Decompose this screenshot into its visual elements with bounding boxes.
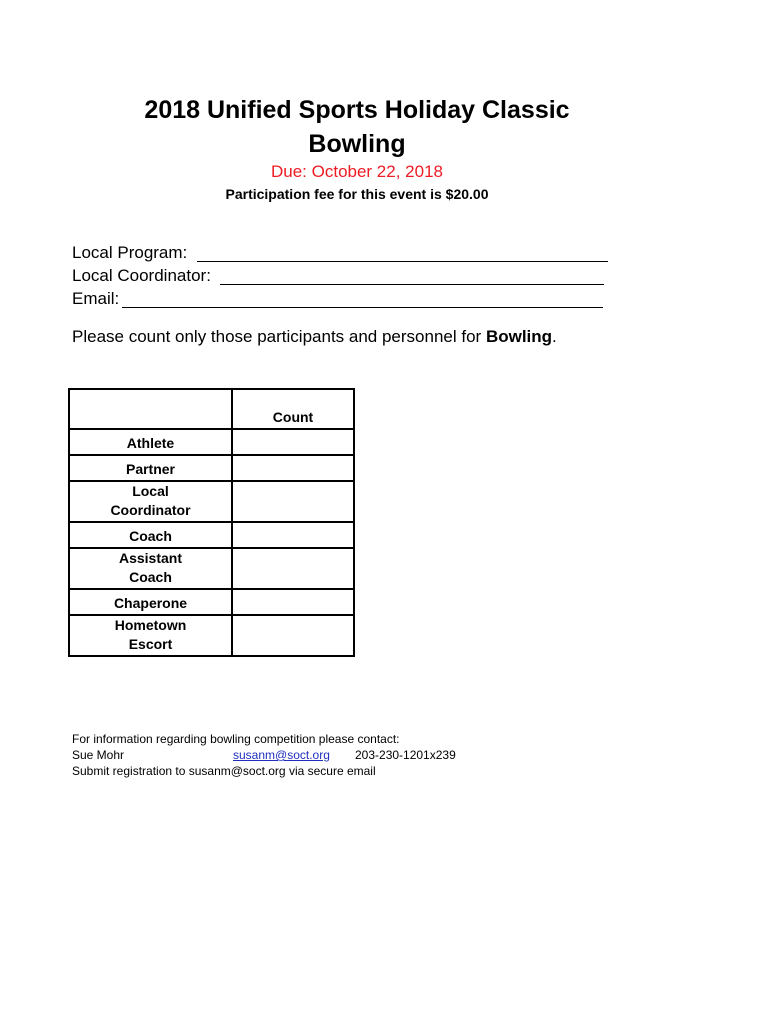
row-label-line: Chaperone	[113, 595, 188, 611]
row-count-cell[interactable]	[232, 615, 354, 656]
table-row	[69, 548, 354, 589]
row-count-cell[interactable]	[232, 481, 354, 522]
row-label-cell	[69, 548, 232, 589]
row-label-line: Local	[132, 483, 169, 499]
table-row	[69, 589, 354, 615]
row-label-line: Escort	[128, 636, 173, 652]
row-label-cell	[69, 615, 232, 656]
email-field[interactable]	[72, 288, 119, 310]
row-count-cell[interactable]	[232, 429, 354, 455]
participant-count-table	[68, 388, 355, 657]
contact-phone: 203-230-1201x239	[355, 748, 456, 762]
header-count-cell: Count	[232, 389, 354, 429]
table-row	[69, 481, 354, 522]
row-label-line: Assistant	[118, 550, 183, 566]
table-row	[69, 615, 354, 656]
local-program-label: Local Program:	[72, 243, 188, 262]
table-row	[69, 455, 354, 481]
instruction-text: Please count only those participants and personnel for Bowling.	[72, 327, 557, 346]
row-label-line: Coach	[129, 528, 172, 544]
row-label-line: Partner	[125, 461, 176, 477]
contact-name: Sue Mohr	[72, 748, 125, 762]
participation-fee: Participation fee for this event is $20.00	[225, 186, 489, 202]
due-date: Due: October 22, 2018	[270, 162, 443, 181]
row-label-line: Coach	[129, 569, 172, 585]
row-label-line: Hometown	[114, 617, 187, 633]
header-label-cell	[69, 389, 232, 429]
contact-email-link[interactable]: susanm@soct.org	[233, 748, 330, 762]
page-subtitle: Bowling	[308, 130, 406, 158]
row-label-line: Coordinator	[110, 502, 191, 518]
contact-heading: For information regarding bowling competition please contact:	[72, 732, 400, 746]
row-label-cell	[69, 455, 232, 481]
local-program-input-line[interactable]	[197, 261, 608, 262]
row-label-line: Athlete	[126, 435, 175, 451]
table-row	[69, 429, 354, 455]
page-title: 2018 Unified Sports Holiday Classic	[144, 96, 570, 124]
local-coordinator-input-line[interactable]	[220, 284, 604, 285]
row-count-cell[interactable]	[232, 522, 354, 548]
row-label-cell	[69, 589, 232, 615]
row-count-cell[interactable]	[232, 589, 354, 615]
local-program-field[interactable]	[72, 242, 187, 264]
row-count-cell[interactable]	[232, 548, 354, 589]
row-count-cell[interactable]	[232, 455, 354, 481]
row-label-cell	[69, 522, 232, 548]
local-coordinator-field[interactable]	[72, 265, 211, 287]
email-input-line[interactable]	[122, 307, 603, 308]
table-header-row	[69, 389, 354, 429]
local-coordinator-label: Local Coordinator:	[72, 266, 211, 285]
submit-instructions: Submit registration to susanm@soct.org via secure email	[72, 764, 376, 778]
email-label: Email:	[72, 289, 120, 308]
row-label-cell	[69, 429, 232, 455]
table-row	[69, 522, 354, 548]
row-label-cell	[69, 481, 232, 522]
instruction-emphasis: Bowling	[485, 327, 553, 346]
